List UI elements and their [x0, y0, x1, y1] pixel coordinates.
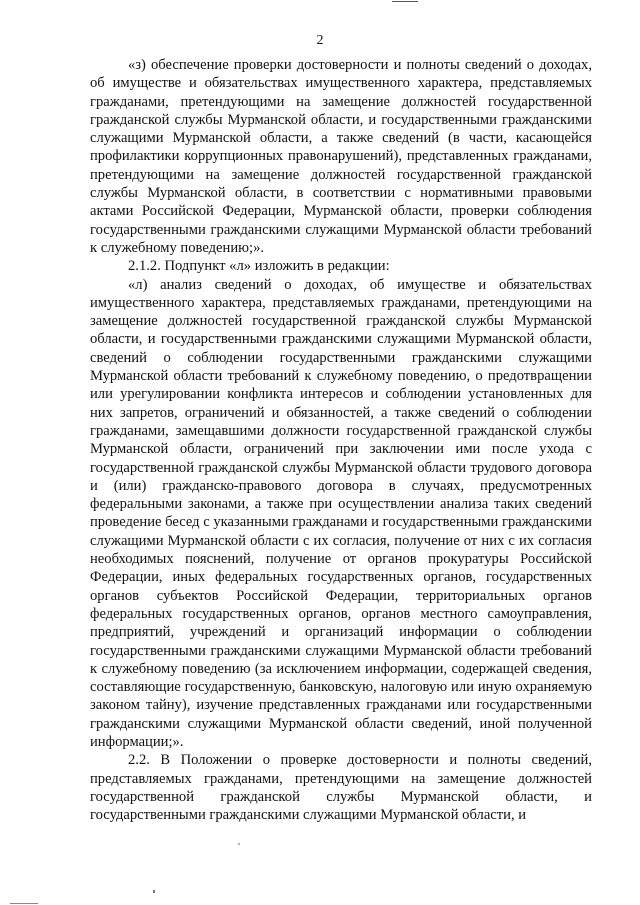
page-number: 2 — [316, 33, 324, 48]
paragraph-2-1-2: 2.1.2. Подпункт «л» изложить в редакции: — [128, 258, 390, 275]
paragraph-clause-z: «з) обеспечение проверки достоверности и полноты сведений о доходах, об имуществе и обязательствах имущественного характера, представляемых гражданами, претендующими на замещение должностей государственной гражданской службы Мурманской области, и государственными гражданскими служащими Мурманской области, а также сведений (в части, касающейся профилактики коррупционных правонарушений), представленных гражданами, претендующими на замещение должностей государственной гражданской службы Мурманской области, в соответствии с нормативными правовыми актами Российской Федерации, Мурманской области, проверки соблюдения государственными гражданскими служащими Мурманской области требований к служебному поведению;». — [90, 57, 592, 256]
document-body — [90, 56, 592, 824]
top-rule — [392, 1, 418, 2]
bottom-rule — [10, 903, 38, 904]
scan-speck — [238, 843, 240, 845]
scan-speck — [153, 890, 155, 893]
paragraph-clause-l: «л) анализ сведений о доходах, об имуществе и обязательствах имущественного характера, представляемых гражданами, претендующими на замещение должностей государственной гражданской службы Мурманской области, и государственными гражданскими служащими Мурманской области, сведений о соблюдении государственными гражданскими служащими Мурманской области требований к служебному поведению, о предотвращении или урегулировании конфликта интересов и соблюдении установленных для них запретов, ограничений и обязанностей, а также сведений о соблюдении гражданами, замещавшими должности государственной гражданской службы Мурманской области, ограничений при заключении ими после ухода с государственной гражданской службы Мурманской области трудового договора и (или) гражданско-правового договора в случаях, предусмотренных федеральными законами, а также при осуществлении анализа таких сведений проведение бесед с указанными гражданами и государственными гражданскими служащими Мурманской области с их согласия, получение от них с их согласия необходимых пояснений, получение от органов прокуратуры Российской Федерации, иных федеральных государственных органов, государственных органов субъектов Российской Федерации, территориальных органов федеральных государственных органов, органов местного самоуправления, предприятий, учреждений и организаций информации о соблюдении государственными гражданскими служащими Мурманской области требований к служебному поведению (за исключением информации, содержащей сведения, составляющие государственную, банковскую, налоговую или иную охраняемую законом тайну), изучение представленных гражданами или государственными гражданскими служащими Мурманской области сведений, иной полученной информации;». — [90, 276, 592, 750]
paragraph-2-2: 2.2. В Положении о проверке достоверности и полноты сведений, представляемых гражданами, претендующими на замещение должностей государственной гражданской службы Мурманской области, и государственными гражданскими служащими Мурманской области, и — [90, 752, 592, 824]
